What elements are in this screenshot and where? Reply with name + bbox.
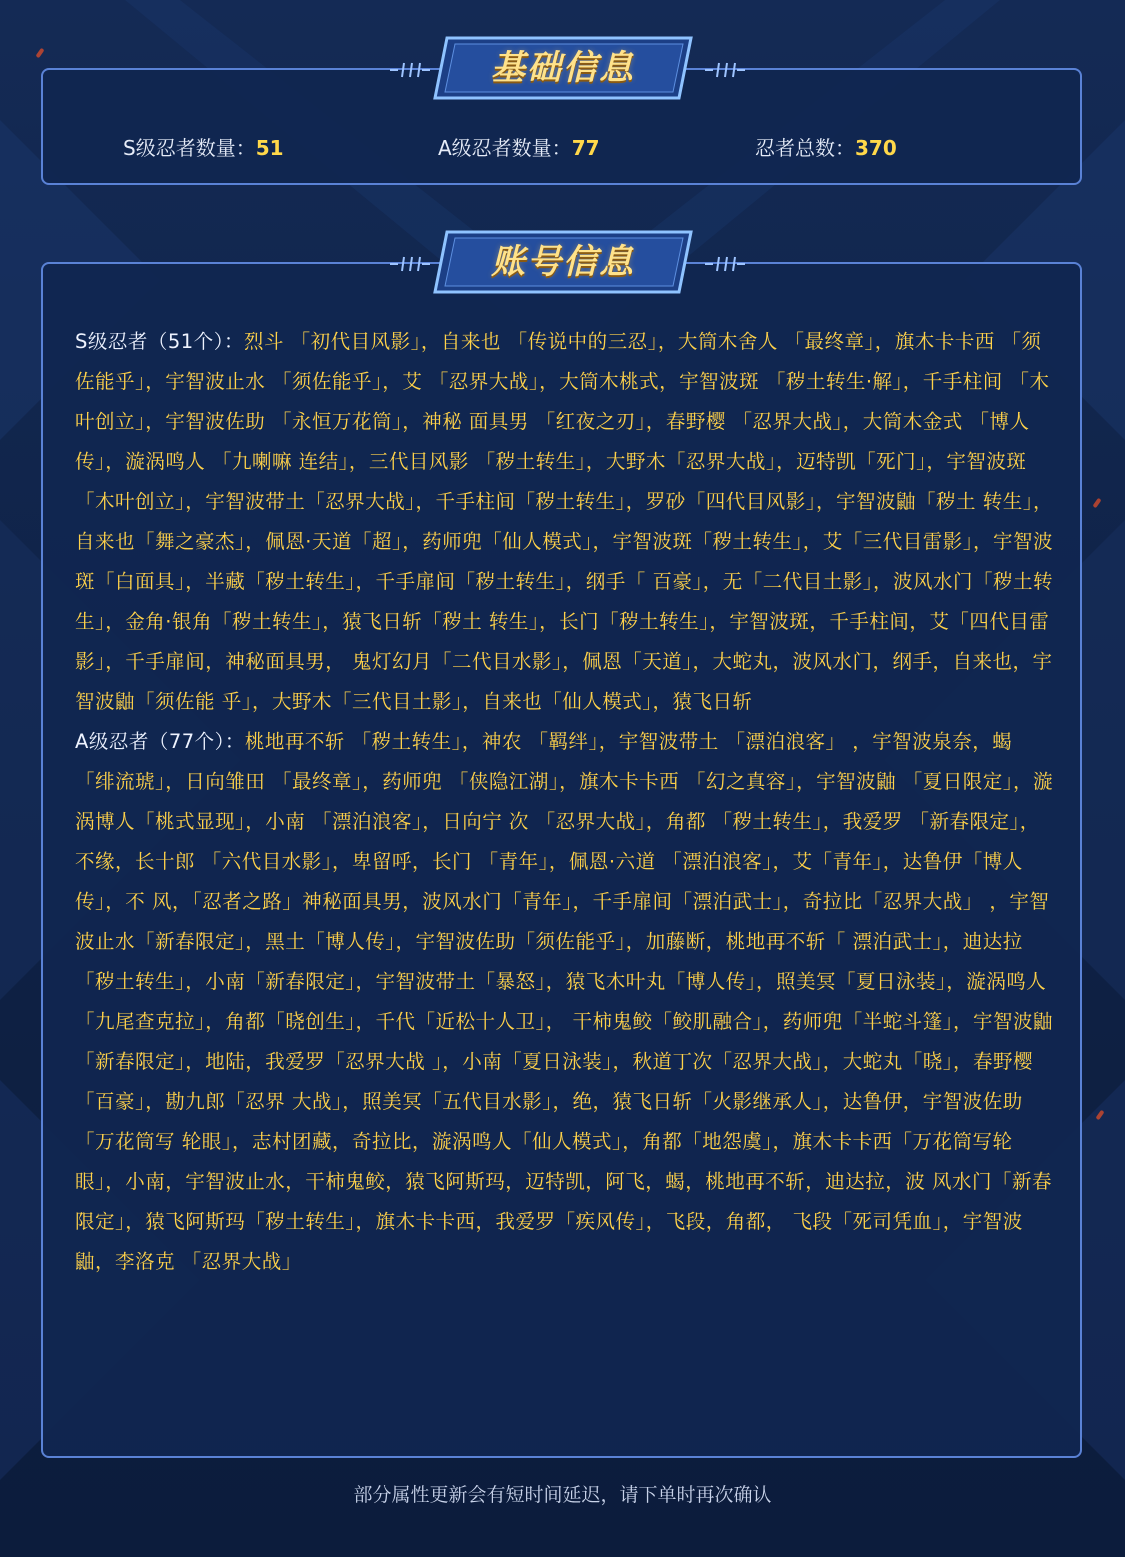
title-dash-decoration-icon: [705, 254, 745, 274]
total-count: [755, 132, 897, 161]
s-rank-list-text: 烈斗 「初代目风影」，自来也 「传说中的三忍」，大筒木舍人 「最终章」，旗木卡卡西 「须佐能乎」，宇智波止水 「须佐能乎」，艾 「忍界大战」，大筒木桃式，宇智波斑 「秽土转生·解」，千手柱间 「木叶创立」，宇智波佐助 「永恒万花筒」，神秘 面具男 「红夜之刃」，春野樱 「忍界大战」，大筒木金式 「博人传」，漩涡鸣人 「九喇嘛 连结」，三代目风影 「秽土转生」，大野木「忍界大战」，迈特凯「死门」，宇智波斑「木叶创立」，宇智波带土「忍界大战」，千手柱间「秽土转生」，罗砂「四代目风影」，宇智波鼬「秽土 转生」，自来也「舞之豪杰」，佩恩·天道「超」，药师兜「仙人模式」，宇智波斑「秽土转生」，艾「三代目雷影」，宇智波斑「白面具」，半藏「秽土转生」，千手扉间「秽土转生」，纲手「 百豪」，无「二代目土影」，波风水门「秽土转生」，金角·银角「秽土转生」，猿飞日斩「秽土 转生」，长门「秽土转生」，宇智波斑，千手柱间，艾「四代目雷影」，千手扉间，神秘面具男， 鬼灯幻月「二代目水影」，佩恩「天道」，大蛇丸，波风水门，纲手，自来也，宇智波鼬「须佐能 乎」，大野木「三代目土影」，自来也「仙人模式」，猿飞日斩: [75, 330, 1053, 713]
section-title-account: [0, 230, 1125, 300]
account-info-content: [75, 322, 1055, 1282]
a-rank-count-label: A级忍者数量：: [438, 136, 572, 160]
a-rank-count-value: 77: [571, 136, 600, 160]
total-count-label: 忍者总数：: [755, 136, 855, 160]
section-title-text: 基础信息: [491, 48, 635, 88]
s-rank-list: [75, 322, 1055, 722]
a-rank-list-label: A级忍者（77个）：: [75, 730, 245, 753]
s-rank-count: [123, 132, 284, 161]
account-info-panel: [41, 262, 1082, 1458]
title-dash-decoration-icon: [390, 60, 430, 80]
section-title-basic: [0, 36, 1125, 106]
total-count-value: 370: [855, 136, 897, 160]
a-rank-count: [438, 132, 600, 161]
footer-note: 部分属性更新会有短时间延迟，请下单时再次确认: [353, 1484, 772, 1506]
title-dash-decoration-icon: [705, 60, 745, 80]
a-rank-list: [75, 722, 1055, 1282]
section-title-text: 账号信息: [491, 242, 635, 282]
s-rank-list-label: S级忍者（51个）：: [75, 330, 244, 353]
title-dash-decoration-icon: [390, 254, 430, 274]
a-rank-list-text: 桃地再不斩 「秽土转生」，神农 「羁绊」，宇智波带土 「漂泊浪客」 ，宇智波泉奈，蝎 「绯流琥」，日向雏田 「最终章」，药师兜 「侠隐江湖」，旗木卡卡西 「幻之真容」，宇智波鼬 「夏日限定」，漩涡博人「桃式显现」，小南 「漂泊浪客」，日向宁 次 「忍界大战」，角都 「秽土转生」，我爱罗 「新春限定」，不缘，长十郎 「六代目水影」，卑留呼，长门 「青年」，佩恩·六道 「漂泊浪客」，艾「青年」，达鲁伊「博人传」，不 风，「忍者之路」神秘面具男，波风水门「青年」，千手扉间「漂泊武士」，奇拉比「忍界大战」 ，宇智波止水「新春限定」，黑土「博人传」，宇智波佐助「须佐能乎」，加藤断，桃地再不斩「 漂泊武士」，迪达拉「秽土转生」，小南「新春限定」，宇智波带土「暴怒」，猿飞木叶丸「博人传」，照美冥「夏日泳装」，漩涡鸣人「九尾查克拉」，角都「晓创生」，千代「近松十人卫」， 干柿鬼鲛「鲛肌融合」，药师兜「半蛇斗篷」，宇智波鼬「新春限定」，地陆，我爱罗「忍界大战 」，小南「夏日泳装」，秋道丁次「忍界大战」，大蛇丸「晓」，春野樱「百豪」，勘九郎「忍界 大战」，照美冥「五代目水影」，绝，猿飞日斩「火影继承人」，达鲁伊，宇智波佐助「万花筒写 轮眼」，志村团藏，奇拉比，漩涡鸣人「仙人模式」，角都「地怨虞」，旗木卡卡西「万花筒写轮 眼」，小南，宇智波止水，干柿鬼鲛，猿飞阿斯玛，迈特凯，阿飞，蝎，桃地再不斩，迪达拉，波 风水门「新春限定」，猿飞阿斯玛「秽土转生」，旗木卡卡西，我爱罗「疾风传」，飞段，角都， 飞段「死司凭血」，宇智波鼬，李洛克 「忍界大战」: [75, 730, 1054, 1273]
s-rank-count-value: 51: [255, 136, 284, 160]
s-rank-count-label: S级忍者数量：: [123, 136, 256, 160]
